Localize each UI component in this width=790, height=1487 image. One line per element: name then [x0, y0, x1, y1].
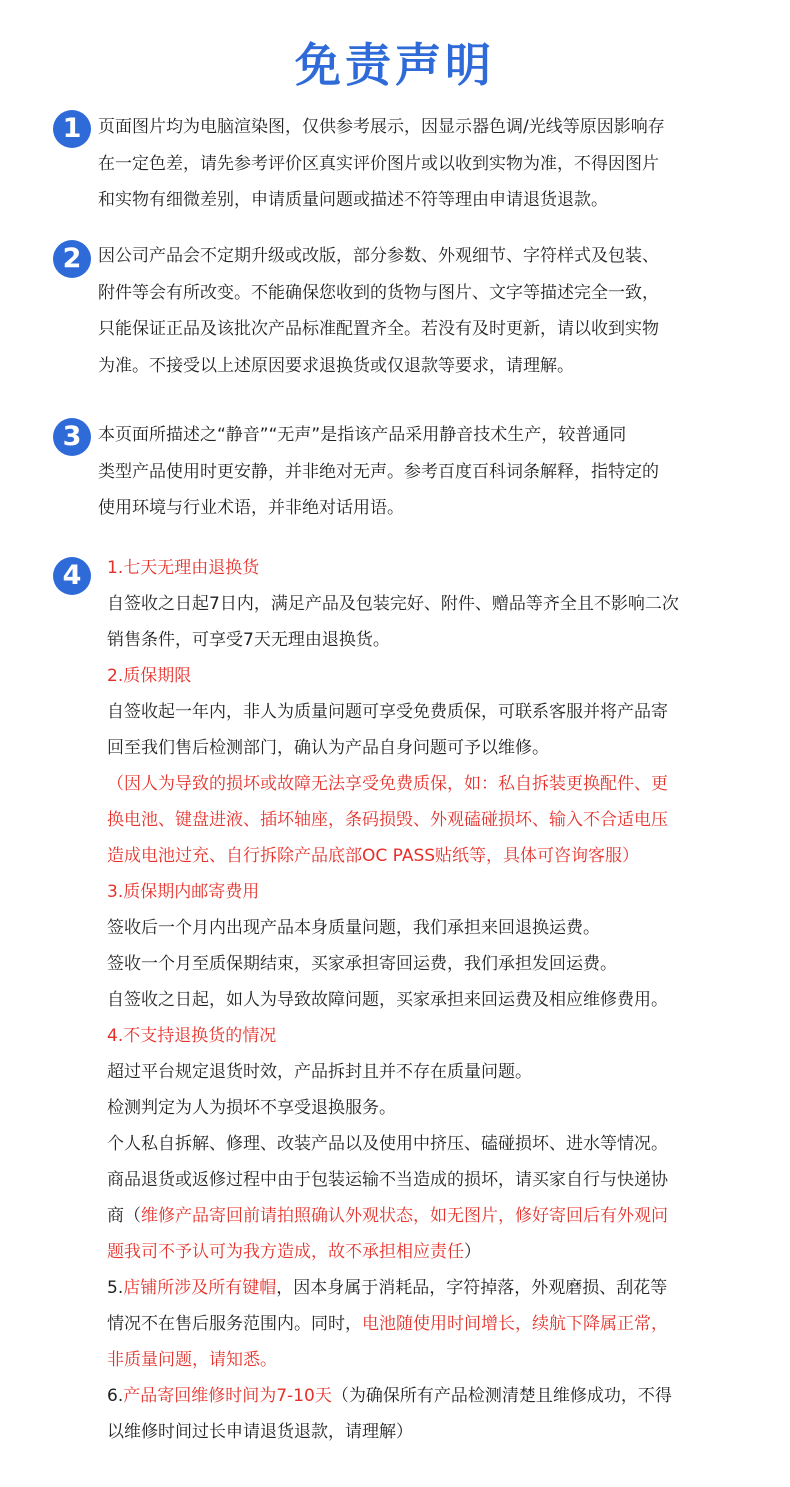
- mixed-line: [107, 1306, 727, 1342]
- text-line: 自签收之日起，如人为导致故障问题，买家承担来回运费及相应维修费用。: [107, 990, 668, 1010]
- text-fragment: 商（: [107, 1206, 141, 1226]
- number-badge-4: 4: [53, 557, 91, 595]
- text-line: 回至我们售后检测部门，确认为产品自身问题可予以维修。: [107, 738, 549, 758]
- number-badge-2: 2: [53, 240, 91, 278]
- text-line: 个人私自拆解、修理、改装产品以及使用中挤压、磕碰损坏、进水等情况。: [107, 1134, 668, 1154]
- text-fragment: 6.: [107, 1386, 124, 1406]
- warning-fragment: 电池随使用时间增长，续航下降属正常，: [362, 1314, 668, 1334]
- number-badge-3: 3: [53, 418, 91, 456]
- warning-fragment: 题我司不予认可为我方造成，故不承担相应责任: [107, 1242, 464, 1262]
- number-badge-1: 1: [53, 110, 91, 148]
- text-line: 自签收起一年内，非人为质量问题可享受免费质保，可联系客服并将产品寄: [107, 702, 668, 722]
- mixed-line: [107, 1198, 727, 1234]
- section-1-text: [98, 109, 718, 219]
- text-line: 商品退货或返修过程中由于包装运输不当造成的损坏，请买家自行与快递协: [107, 1170, 668, 1190]
- warning-fragment: 维修产品寄回前请拍照确认外观状态，如无图片，修好寄回后有外观问: [141, 1206, 668, 1226]
- text-line: 超过平台规定退货时效，产品拆封且并不存在质量问题。: [107, 1062, 532, 1082]
- warning-line: 非质量问题，请知悉。: [107, 1350, 277, 1370]
- text-line: 签收后一个月内出现产品本身质量问题，我们承担来回退换运费。: [107, 918, 600, 938]
- heading-return-policy: 1.七天无理由退换货: [107, 558, 260, 578]
- text-line: 附件等会有所改变。不能确保您收到的货物与图片、文字等描述完全一致，: [98, 282, 659, 303]
- heading-no-return-cases: 4.不支持退换货的情况: [107, 1026, 277, 1046]
- mixed-line: [107, 1234, 727, 1270]
- text-line: 和实物有细微差别，申请质量问题或描述不符等理由申请退货退款。: [98, 190, 608, 210]
- heading-shipping-fees: 3.质保期内邮寄费用: [107, 882, 260, 902]
- mixed-line: [107, 1270, 727, 1306]
- section-3-text: [98, 417, 718, 527]
- text-line: 因公司产品会不定期升级或改版，部分参数、外观细节、字符样式及包装、: [98, 246, 659, 266]
- text-line: 类型产品使用时更安静，并非绝对无声。参考百度百科词条解释，指特定的: [98, 461, 659, 482]
- text-fragment: 5.: [107, 1278, 124, 1298]
- text-line: 页面图片均为电脑渲染图，仅供参考展示，因显示器色调/光线等原因影响存: [98, 117, 665, 137]
- text-line: 本页面所描述之“静音”“无声”是指该产品采用静音技术生产，较普通同: [98, 425, 627, 445]
- text-line: 为准。不接受以上述原因要求退换货或仅退款等要求，请理解。: [98, 355, 574, 376]
- warning-line: （因人为导致的损坏或故障无法享受免费质保，如：私自拆装更换配件、更: [107, 774, 668, 794]
- mixed-line: [107, 1378, 727, 1414]
- text-fragment: ，因本身属于消耗品，字符掉落，外观磨损、刮花等: [276, 1278, 668, 1298]
- heading-warranty-period: 2.质保期限: [107, 666, 192, 686]
- text-line: 以维修时间过长申请退货退款，请理解）: [107, 1422, 413, 1442]
- section-4-text: [107, 550, 727, 1450]
- text-line: 只能保证正品及该批次产品标准配置齐全。若没有及时更新，请以收到实物: [98, 319, 659, 339]
- warning-line: 造成电池过充、自行拆除产品底部OC PASS贴纸等，具体可咨询客服）: [107, 846, 640, 866]
- text-fragment: 情况不在售后服务范围内。同时，: [107, 1314, 362, 1334]
- text-fragment: ）: [464, 1242, 481, 1262]
- page-title: 免责声明: [295, 38, 495, 92]
- warning-line: 换电池、键盘进液、插坏轴座，条码损毁、外观磕碰损坏、输入不合适电压: [107, 810, 668, 830]
- warning-fragment: 产品寄回维修时间为7-10天: [123, 1386, 332, 1406]
- text-line: 使用环境与行业术语，并非绝对话用语。: [98, 498, 404, 518]
- text-line: 在一定色差，请先参考评价区真实评价图片或以收到实物为准，不得因图片: [98, 153, 659, 174]
- section-2-text: [98, 238, 718, 384]
- text-fragment: （为确保所有产品检测清楚且维修成功，不得: [331, 1386, 672, 1406]
- warning-fragment: 店铺所涉及所有键帽: [123, 1278, 277, 1298]
- text-line: 销售条件，可享受7天无理由退换货。: [107, 630, 390, 650]
- text-line: 自签收之日起7日内，满足产品及包装完好、附件、赠品等齐全且不影响二次: [107, 594, 679, 614]
- text-line: 检测判定为人为损坏不享受退换服务。: [107, 1098, 396, 1118]
- text-line: 签收一个月至质保期结束，买家承担寄回运费，我们承担发回运费。: [107, 954, 617, 974]
